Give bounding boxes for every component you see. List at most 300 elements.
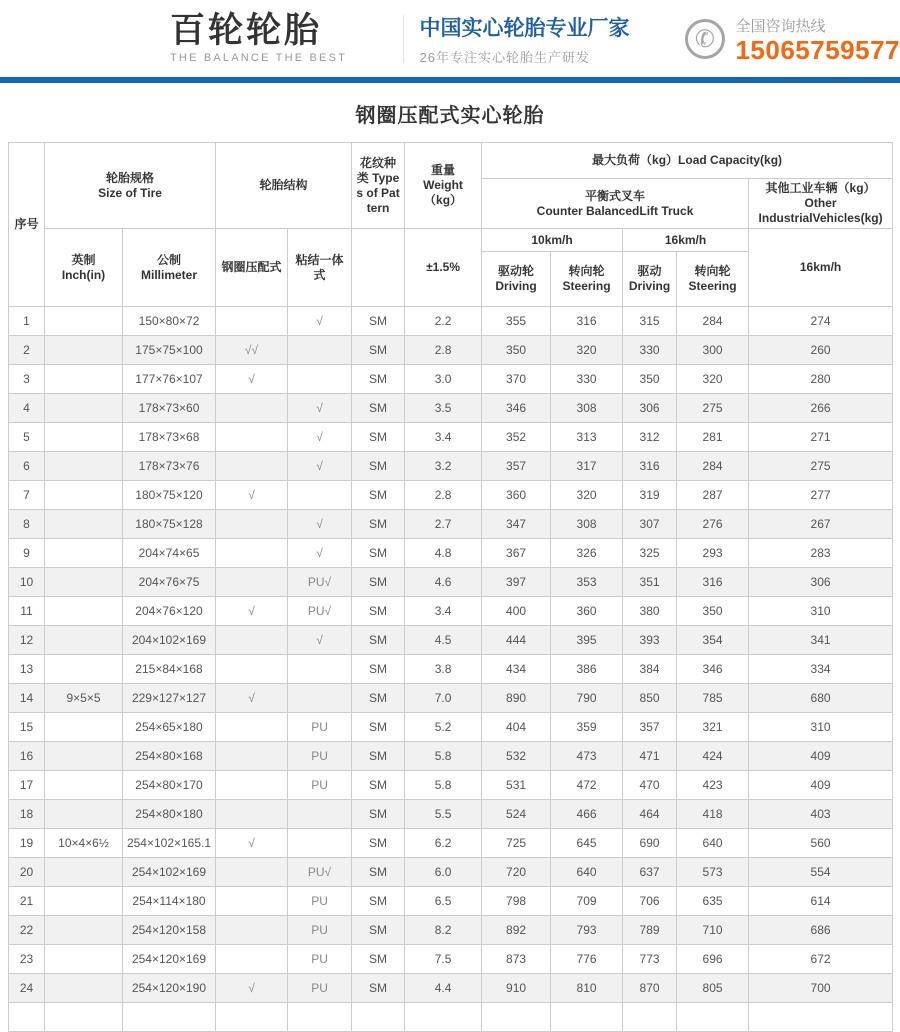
steering-16kmh-load: 418 <box>677 800 749 829</box>
inch-size <box>45 510 123 539</box>
hotline <box>685 15 900 63</box>
inch-size <box>45 916 123 945</box>
slogan-subtitle: 26年专注实心轮胎生产研发 <box>419 49 590 65</box>
driving-16kmh-load: 325 <box>623 539 677 568</box>
driving1-label-en: Driving <box>495 279 537 293</box>
driving2-label-cn: 驱动 <box>637 264 662 278</box>
empty-cell <box>123 1003 216 1032</box>
driving-10kmh-load: 352 <box>482 423 551 452</box>
driving-10kmh-load: 434 <box>482 655 551 684</box>
col-header-other-vehicles <box>749 179 893 229</box>
metric-size: 254×102×169 <box>123 858 216 887</box>
other-vehicles-load: 310 <box>749 713 893 742</box>
other-label-cn: 其他工业车辆（kg） <box>765 181 876 195</box>
col-header-other-16kmh: 16km/h <box>749 229 893 307</box>
row-no: 1 <box>9 307 45 336</box>
table-row <box>9 1003 893 1032</box>
steering-10kmh-load: 395 <box>551 626 623 655</box>
steering-10kmh-load: 313 <box>551 423 623 452</box>
steering-10kmh-load: 790 <box>551 684 623 713</box>
pattern-type: SM <box>352 945 405 974</box>
metric-size: 204×74×65 <box>123 539 216 568</box>
bonded-check <box>288 800 352 829</box>
steering-10kmh-load: 793 <box>551 916 623 945</box>
metric-size: 254×120×158 <box>123 916 216 945</box>
steering-16kmh-load: 696 <box>677 945 749 974</box>
weight-value: 5.2 <box>405 713 482 742</box>
row-no: 11 <box>9 597 45 626</box>
weight-label-cn: 重量 <box>431 163 456 177</box>
header-divider <box>403 15 404 63</box>
pattern-type: SM <box>352 539 405 568</box>
weight-value: 4.5 <box>405 626 482 655</box>
pattern-type: SM <box>352 597 405 626</box>
col-header-structure: 轮胎结构 <box>216 143 352 229</box>
weight-value: 3.2 <box>405 452 482 481</box>
logo-subtitle: THE BALANCE THE BEST <box>170 52 348 64</box>
driving-10kmh-load: 892 <box>482 916 551 945</box>
pattern-label-en: Types of Pattern <box>356 170 400 215</box>
metric-size: 254×65×180 <box>123 713 216 742</box>
slogan <box>420 12 646 66</box>
driving-10kmh-load: 910 <box>482 974 551 1003</box>
weight-value: 4.4 <box>405 974 482 1003</box>
pattern-type: SM <box>352 365 405 394</box>
steering2-label-cn: 转向轮 <box>694 264 731 278</box>
driving-16kmh-load: 464 <box>623 800 677 829</box>
driving-16kmh-load: 706 <box>623 887 677 916</box>
driving-16kmh-load: 470 <box>623 771 677 800</box>
steel-ring-check: √√ <box>216 336 288 365</box>
steering-10kmh-load: 326 <box>551 539 623 568</box>
row-no: 2 <box>9 336 45 365</box>
pattern-type: SM <box>352 858 405 887</box>
row-no: 3 <box>9 365 45 394</box>
metric-size: 254×80×170 <box>123 771 216 800</box>
inch-size <box>45 800 123 829</box>
table-row <box>9 800 893 829</box>
bonded-check: √ <box>288 452 352 481</box>
steering-16kmh-load: 275 <box>677 394 749 423</box>
other-vehicles-load: 271 <box>749 423 893 452</box>
metric-size: 215×84×168 <box>123 655 216 684</box>
col-header-no: 序号 <box>9 143 45 307</box>
driving-16kmh-load: 330 <box>623 336 677 365</box>
counter-label-cn: 平衡式叉车 <box>585 188 646 203</box>
other-vehicles-load: 310 <box>749 597 893 626</box>
driving-10kmh-load: 873 <box>482 945 551 974</box>
steel-ring-check <box>216 713 288 742</box>
hotline-label: 全国咨询热线 <box>735 17 826 35</box>
steel-ring-check <box>216 800 288 829</box>
steering-10kmh-load: 317 <box>551 452 623 481</box>
hotline-phone-number[interactable]: 15065759577 <box>735 34 900 65</box>
col-header-steel-ring: 钢圈压配式 <box>216 229 288 307</box>
driving-10kmh-load: 360 <box>482 481 551 510</box>
pattern-type: SM <box>352 684 405 713</box>
metric-size: 177×76×107 <box>123 365 216 394</box>
empty-cell <box>45 1003 123 1032</box>
row-no: 13 <box>9 655 45 684</box>
metric-size: 150×80×72 <box>123 307 216 336</box>
bonded-check <box>288 655 352 684</box>
empty-cell <box>749 1003 893 1032</box>
driving-10kmh-load: 355 <box>482 307 551 336</box>
header-row-1 <box>9 143 893 179</box>
row-no: 16 <box>9 742 45 771</box>
other-vehicles-load: 680 <box>749 684 893 713</box>
steering-10kmh-load: 320 <box>551 336 623 365</box>
driving-16kmh-load: 319 <box>623 481 677 510</box>
table-row <box>9 742 893 771</box>
steering-10kmh-load: 709 <box>551 887 623 916</box>
steering-16kmh-load: 276 <box>677 510 749 539</box>
counter-label-en: Counter BalancedLift Truck <box>536 203 694 218</box>
other-vehicles-load: 700 <box>749 974 893 1003</box>
pattern-type: SM <box>352 974 405 1003</box>
steering-16kmh-load: 284 <box>677 307 749 336</box>
col-header-tolerance: ±1.5% <box>405 229 482 307</box>
bonded-check: PU <box>288 974 352 1003</box>
steering-16kmh-load: 300 <box>677 336 749 365</box>
col-header-size <box>45 143 216 229</box>
inch-size <box>45 336 123 365</box>
steel-ring-check <box>216 887 288 916</box>
inch-size <box>45 887 123 916</box>
driving-16kmh-load: 471 <box>623 742 677 771</box>
bonded-check <box>288 829 352 858</box>
inch-size <box>45 858 123 887</box>
phone-handset-icon: ✆ <box>692 22 719 55</box>
steel-ring-check <box>216 626 288 655</box>
steering-16kmh-load: 635 <box>677 887 749 916</box>
steel-ring-check <box>216 307 288 336</box>
weight-value: 2.7 <box>405 510 482 539</box>
inch-size <box>45 742 123 771</box>
row-no: 18 <box>9 800 45 829</box>
table-row <box>9 539 893 568</box>
metric-size: 178×73×76 <box>123 452 216 481</box>
other-vehicles-load: 306 <box>749 568 893 597</box>
driving-10kmh-load: 444 <box>482 626 551 655</box>
driving-10kmh-load: 404 <box>482 713 551 742</box>
slogan-title: 中国实心轮胎专业厂家 <box>419 16 630 40</box>
steering-10kmh-load: 308 <box>551 510 623 539</box>
col-header-counter-truck <box>482 179 749 229</box>
other-vehicles-load: 409 <box>749 742 893 771</box>
logo-title: 百轮轮胎 <box>170 11 323 50</box>
table-row <box>9 713 893 742</box>
metric-size: 204×76×120 <box>123 597 216 626</box>
driving-10kmh-load: 367 <box>482 539 551 568</box>
driving-16kmh-load: 637 <box>623 858 677 887</box>
bonded-check: √ <box>288 423 352 452</box>
driving-16kmh-load: 690 <box>623 829 677 858</box>
col-header-weight <box>405 143 482 229</box>
driving-16kmh-load: 306 <box>623 394 677 423</box>
table-row <box>9 597 893 626</box>
inch-label-en: Inch(in) <box>61 267 106 282</box>
inch-size <box>45 539 123 568</box>
steering1-label-en: Steering <box>562 279 611 293</box>
size-label-en: Size of Tire <box>98 185 162 200</box>
steering-16kmh-load: 423 <box>677 771 749 800</box>
steel-ring-check <box>216 452 288 481</box>
driving-10kmh-load: 524 <box>482 800 551 829</box>
weight-value: 6.2 <box>405 829 482 858</box>
driving-10kmh-load: 400 <box>482 597 551 626</box>
steering-16kmh-load: 287 <box>677 481 749 510</box>
row-no: 24 <box>9 974 45 1003</box>
weight-value: 4.6 <box>405 568 482 597</box>
col-header-load-capacity: 最大负荷（kg）Load Capacity(kg) <box>482 143 893 179</box>
metric-size: 204×102×169 <box>123 626 216 655</box>
steel-ring-check <box>216 771 288 800</box>
col-header-inch <box>45 229 123 307</box>
table-row <box>9 858 893 887</box>
inch-size <box>45 307 123 336</box>
weight-value: 5.8 <box>405 742 482 771</box>
steering2-label-en: Steering <box>688 279 737 293</box>
steel-ring-check <box>216 539 288 568</box>
table-row <box>9 394 893 423</box>
row-no: 17 <box>9 771 45 800</box>
inch-size <box>45 452 123 481</box>
weight-value: 3.4 <box>405 423 482 452</box>
col-header-driving-10 <box>482 252 551 307</box>
pattern-type: SM <box>352 626 405 655</box>
weight-value: 7.5 <box>405 945 482 974</box>
metric-size: 178×73×68 <box>123 423 216 452</box>
row-no: 23 <box>9 945 45 974</box>
col-header-bonded: 粘结一体式 <box>288 229 352 307</box>
driving-16kmh-load: 870 <box>623 974 677 1003</box>
steel-ring-check: √ <box>216 481 288 510</box>
steel-ring-check <box>216 568 288 597</box>
logo[interactable] <box>170 13 403 64</box>
steering-16kmh-load: 284 <box>677 452 749 481</box>
steering-16kmh-load: 350 <box>677 597 749 626</box>
steel-ring-check <box>216 394 288 423</box>
steering-10kmh-load: 359 <box>551 713 623 742</box>
bonded-check: PU <box>288 916 352 945</box>
row-no: 19 <box>9 829 45 858</box>
driving-16kmh-load: 384 <box>623 655 677 684</box>
driving-16kmh-load: 380 <box>623 597 677 626</box>
steering-16kmh-load: 354 <box>677 626 749 655</box>
weight-value: 2.8 <box>405 336 482 365</box>
driving-10kmh-load: 798 <box>482 887 551 916</box>
weight-value: 8.2 <box>405 916 482 945</box>
inch-size <box>45 568 123 597</box>
pattern-label-cn: 花纹种类 <box>356 155 397 185</box>
metric-size: 178×73×60 <box>123 394 216 423</box>
metric-size: 254×120×190 <box>123 974 216 1003</box>
steering-10kmh-load: 360 <box>551 597 623 626</box>
steering-16kmh-load: 710 <box>677 916 749 945</box>
weight-value: 7.0 <box>405 684 482 713</box>
col-header-pattern <box>352 143 405 229</box>
pattern-type: SM <box>352 423 405 452</box>
metric-size: 180×75×128 <box>123 510 216 539</box>
steering1-label-cn: 转向轮 <box>568 264 605 278</box>
pattern-type: SM <box>352 336 405 365</box>
table-row <box>9 336 893 365</box>
bonded-check: PU <box>288 945 352 974</box>
empty-cell <box>352 1003 405 1032</box>
col-header-metric <box>123 229 216 307</box>
metric-label-cn: 公制 <box>157 252 182 267</box>
row-no: 20 <box>9 858 45 887</box>
driving-10kmh-load: 397 <box>482 568 551 597</box>
empty-cell <box>623 1003 677 1032</box>
other-vehicles-load: 260 <box>749 336 893 365</box>
table-row <box>9 481 893 510</box>
other-vehicles-load: 277 <box>749 481 893 510</box>
driving-10kmh-load: 725 <box>482 829 551 858</box>
other-vehicles-load: 614 <box>749 887 893 916</box>
steering-16kmh-load: 640 <box>677 829 749 858</box>
bonded-check: PU <box>288 887 352 916</box>
bonded-check: √ <box>288 307 352 336</box>
steering-10kmh-load: 473 <box>551 742 623 771</box>
weight-value: 2.8 <box>405 481 482 510</box>
steering-16kmh-load: 321 <box>677 713 749 742</box>
empty-cell <box>482 1003 551 1032</box>
col-header-16kmh: 16km/h <box>623 229 749 252</box>
steering-10kmh-load: 640 <box>551 858 623 887</box>
inch-label-cn: 英制 <box>71 252 96 267</box>
metric-label-en: Millimeter <box>141 267 198 282</box>
driving-10kmh-load: 350 <box>482 336 551 365</box>
bonded-check <box>288 481 352 510</box>
pattern-type: SM <box>352 307 405 336</box>
pattern-type: SM <box>352 481 405 510</box>
steel-ring-check <box>216 945 288 974</box>
weight-value: 3.8 <box>405 655 482 684</box>
row-no: 9 <box>9 539 45 568</box>
other-vehicles-load: 274 <box>749 307 893 336</box>
other-vehicles-load: 403 <box>749 800 893 829</box>
driving-10kmh-load: 532 <box>482 742 551 771</box>
bonded-check <box>288 365 352 394</box>
table-row <box>9 916 893 945</box>
pattern-type: SM <box>352 800 405 829</box>
table-row <box>9 829 893 858</box>
row-no: 4 <box>9 394 45 423</box>
driving-10kmh-load: 720 <box>482 858 551 887</box>
driving-16kmh-load: 351 <box>623 568 677 597</box>
steering-16kmh-load: 320 <box>677 365 749 394</box>
steering-10kmh-load: 316 <box>551 307 623 336</box>
steel-ring-check: √ <box>216 684 288 713</box>
driving-16kmh-load: 307 <box>623 510 677 539</box>
weight-value: 5.8 <box>405 771 482 800</box>
row-no: 14 <box>9 684 45 713</box>
other-label-en: Other IndustrialVehicles(kg) <box>758 196 883 225</box>
pattern-type: SM <box>352 655 405 684</box>
inch-size <box>45 655 123 684</box>
metric-size: 175×75×100 <box>123 336 216 365</box>
steel-ring-check <box>216 916 288 945</box>
inch-size: 10×4×6½ <box>45 829 123 858</box>
inch-size <box>45 365 123 394</box>
table-row <box>9 307 893 336</box>
driving-16kmh-load: 316 <box>623 452 677 481</box>
steel-ring-check: √ <box>216 597 288 626</box>
driving-16kmh-load: 312 <box>623 423 677 452</box>
steel-ring-check <box>216 510 288 539</box>
steering-10kmh-load: 472 <box>551 771 623 800</box>
steering-10kmh-load: 466 <box>551 800 623 829</box>
inch-size <box>45 481 123 510</box>
driving-16kmh-load: 393 <box>623 626 677 655</box>
inch-size <box>45 713 123 742</box>
pattern-type: SM <box>352 713 405 742</box>
table-row <box>9 568 893 597</box>
table-row <box>9 887 893 916</box>
steering-10kmh-load: 353 <box>551 568 623 597</box>
inch-size: 9×5×5 <box>45 684 123 713</box>
empty-cell <box>677 1003 749 1032</box>
driving-16kmh-load: 357 <box>623 713 677 742</box>
empty-cell <box>9 1003 45 1032</box>
metric-size: 254×80×168 <box>123 742 216 771</box>
steel-ring-check: √ <box>216 829 288 858</box>
pattern-type: SM <box>352 394 405 423</box>
size-label-cn: 轮胎规格 <box>106 170 155 185</box>
weight-value: 5.5 <box>405 800 482 829</box>
col-header-pattern-sub <box>352 229 405 307</box>
metric-size: 204×76×75 <box>123 568 216 597</box>
driving-10kmh-load: 531 <box>482 771 551 800</box>
table-row <box>9 684 893 713</box>
weight-value: 3.0 <box>405 365 482 394</box>
steering-10kmh-load: 776 <box>551 945 623 974</box>
inch-size <box>45 771 123 800</box>
other-vehicles-load: 672 <box>749 945 893 974</box>
pattern-type: SM <box>352 887 405 916</box>
tire-spec-table <box>8 142 893 1032</box>
metric-size: 254×114×180 <box>123 887 216 916</box>
col-header-driving-16 <box>623 252 677 307</box>
bonded-check: √ <box>288 510 352 539</box>
empty-cell <box>288 1003 352 1032</box>
page-title: 钢圈压配式实心轮胎 <box>355 105 545 127</box>
row-no: 5 <box>9 423 45 452</box>
bonded-check: √ <box>288 394 352 423</box>
bonded-check: √ <box>288 626 352 655</box>
row-no: 7 <box>9 481 45 510</box>
weight-label-en: Weight（kg） <box>423 178 463 207</box>
weight-value: 6.0 <box>405 858 482 887</box>
metric-size: 254×102×165.1 <box>123 829 216 858</box>
metric-size: 254×80×180 <box>123 800 216 829</box>
table-row <box>9 771 893 800</box>
bonded-check: PU <box>288 742 352 771</box>
steering-10kmh-load: 308 <box>551 394 623 423</box>
inch-size <box>45 423 123 452</box>
table-row <box>9 452 893 481</box>
steering-16kmh-load: 281 <box>677 423 749 452</box>
driving-10kmh-load: 346 <box>482 394 551 423</box>
header-row-3 <box>9 229 893 252</box>
weight-value: 3.4 <box>405 597 482 626</box>
table-row <box>9 655 893 684</box>
steering-16kmh-load: 316 <box>677 568 749 597</box>
weight-value: 4.8 <box>405 539 482 568</box>
other-vehicles-load: 275 <box>749 452 893 481</box>
